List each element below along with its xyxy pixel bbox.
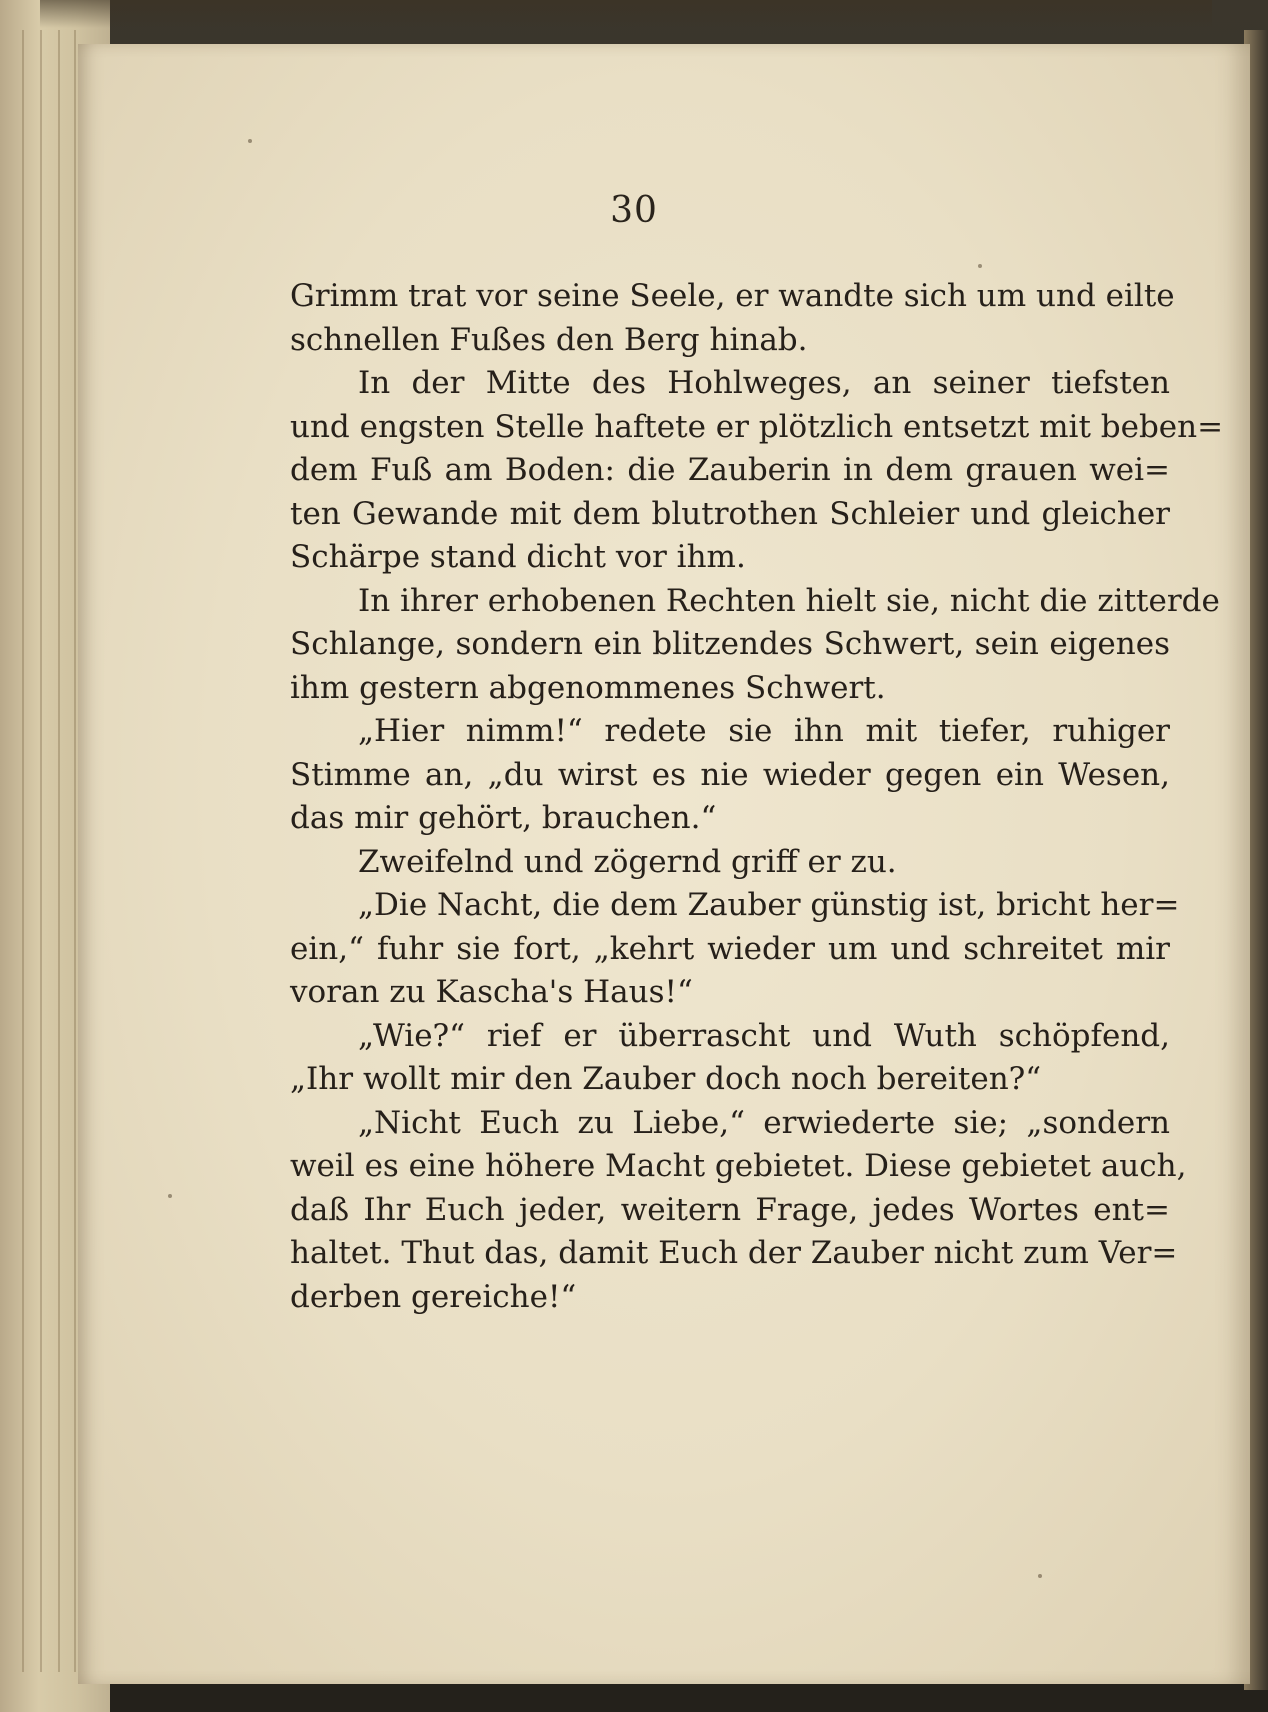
- page-edge: [40, 30, 42, 1672]
- text-line: „Die Nacht, die dem Zauber günstig ist, bricht her=: [358, 887, 1180, 923]
- paragraph: [290, 884, 1180, 1015]
- text-line: weil es eine höhere Macht gebietet. Diese gebietet auch,: [290, 1148, 1187, 1184]
- text-line: und engsten Stelle haftete er plötzlich entsetzt mit beben=: [290, 408, 1224, 445]
- paragraph: [290, 1015, 1170, 1102]
- paragraph: [290, 841, 1170, 885]
- paper-speck: [248, 139, 252, 143]
- text-line: haltet. Thut das, damit Euch der Zauber nicht zum Ver=: [290, 1235, 1178, 1271]
- body-text: [290, 275, 1224, 1319]
- text-line: „Nicht Euch zu Liebe,“ erwiederte sie; „sondern: [358, 1104, 1170, 1141]
- paragraph: [290, 1102, 1187, 1320]
- page-edge: [58, 30, 60, 1672]
- text-line: Schärpe stand dicht vor ihm.: [290, 539, 746, 575]
- paragraph: [290, 362, 1224, 580]
- paragraph: [290, 580, 1220, 711]
- page-top-shadow: [40, 0, 1212, 28]
- text-line: „Ihr wollt mir den Zauber doch noch bereiten?“: [290, 1061, 1042, 1097]
- text-line: daß Ihr Euch jeder, weitern Frage, jedes Wortes ent=: [290, 1191, 1170, 1228]
- text-line: Zweifelnd und zögernd griff er zu.: [358, 843, 897, 880]
- text-line: voran zu Kascha's Haus!“: [290, 974, 693, 1010]
- text-line: ein,“ fuhr sie fort, „kehrt wieder um und schreitet mir: [290, 930, 1170, 967]
- text-line: dem Fuß am Boden: die Zauberin in dem grauen wei=: [290, 452, 1170, 488]
- paper-speck: [978, 264, 982, 268]
- page-edge: [74, 30, 76, 1672]
- text-line: „Wie?“ rief er überrascht und Wuth schöpfend,: [358, 1017, 1170, 1054]
- paper-speck: [1038, 1574, 1042, 1578]
- paragraph: [290, 275, 1175, 362]
- page-edge: [22, 30, 24, 1672]
- text-line: In der Mitte des Hohlweges, an seiner tiefsten: [358, 365, 1170, 401]
- text-line: derben gereiche!“: [290, 1278, 577, 1315]
- paper-speck: [168, 1194, 172, 1198]
- text-line: „Hier nimm!“ redete sie ihn mit tiefer, ruhiger: [358, 713, 1170, 749]
- paragraph: [290, 710, 1170, 841]
- text-line: Stimme an, „du wirst es nie wieder gegen ein Wesen,: [290, 756, 1170, 793]
- text-line: ten Gewande mit dem blutrothen Schleier und gleicher: [290, 495, 1170, 532]
- text-line: Grimm trat vor seine Seele, er wandte sich um und eilte: [290, 278, 1175, 314]
- text-line: schnellen Fußes den Berg hinab.: [290, 321, 808, 358]
- text-line: das mir gehört, brauchen.“: [290, 800, 717, 836]
- text-line: Schlange, sondern ein blitzendes Schwert, sein eigenes: [290, 626, 1170, 662]
- text-line: In ihrer erhobenen Rechten hielt sie, nicht die zitterde: [358, 582, 1220, 619]
- text-line: ihm gestern abgenommenes Schwert.: [290, 669, 886, 706]
- page-number: 30: [610, 190, 658, 231]
